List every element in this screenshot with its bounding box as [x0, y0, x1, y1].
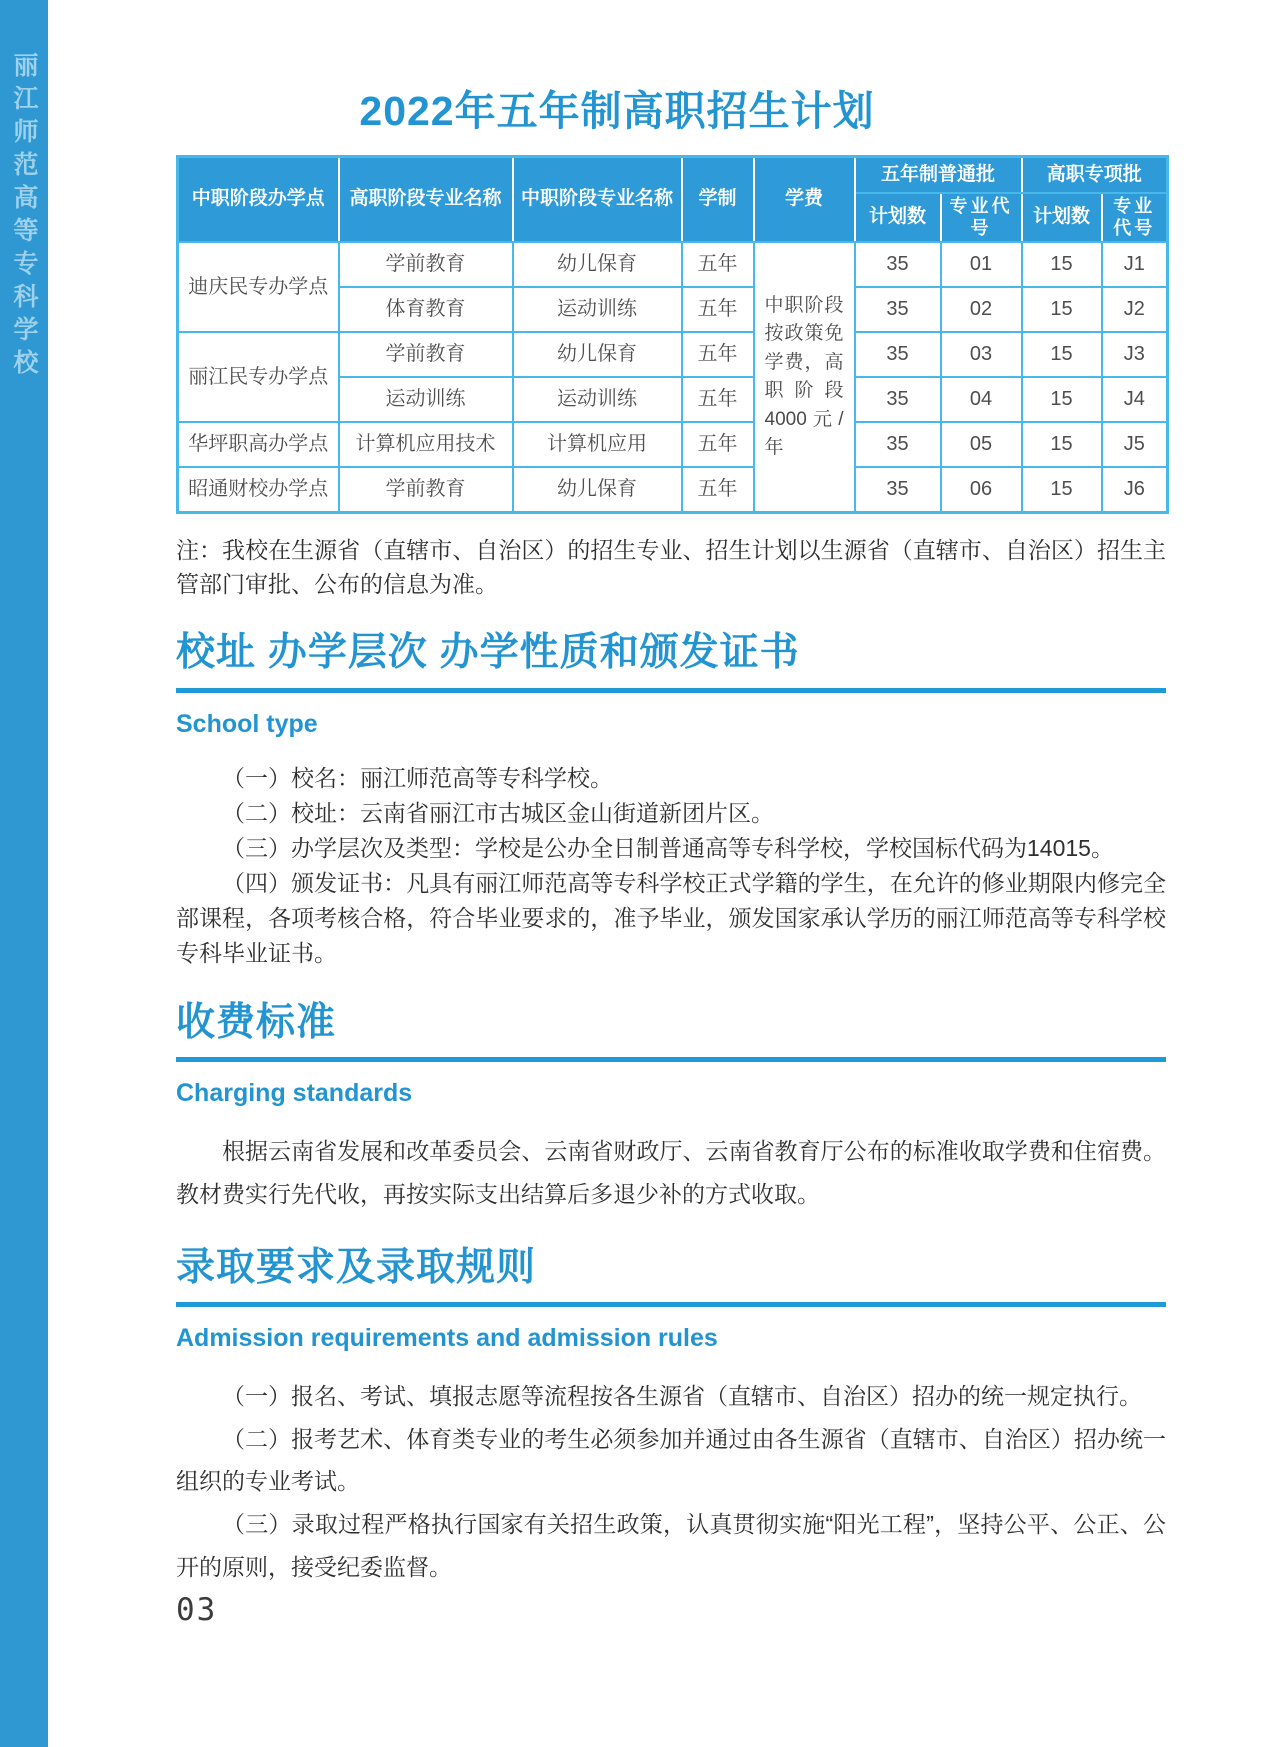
- cell-major-code-special: J6: [1102, 467, 1168, 513]
- cell-duration: 五年: [682, 467, 754, 513]
- col-header-plan-count-special: 计划数: [1022, 193, 1102, 242]
- table-row: [178, 332, 1168, 377]
- page-number: 03: [176, 1592, 218, 1628]
- section-charging-standards: [176, 1001, 1166, 1216]
- cell-plan-count-special: 15: [1022, 377, 1102, 422]
- section-subheading-charging: Charging standards: [176, 1079, 413, 1108]
- list-item: （二）校址：云南省丽江市古城区金山街道新团片区。: [222, 799, 774, 826]
- cell-major-code-special: J2: [1102, 287, 1168, 332]
- admission-plan-table: [176, 155, 1169, 514]
- cell-duration: 五年: [682, 377, 754, 422]
- group-header-regular-batch: 五年制普通批: [855, 157, 1022, 194]
- section-divider: [176, 1302, 1166, 1307]
- col-header-zz-major: 中职阶段专业名称: [513, 157, 682, 243]
- cell-site: 昭通财校办学点: [178, 467, 339, 513]
- section-divider: [176, 688, 1166, 693]
- cell-duration: 五年: [682, 242, 754, 287]
- cell-duration: 五年: [682, 287, 754, 332]
- cell-zz-major: 运动训练: [513, 377, 682, 422]
- section-school-type: [176, 631, 1166, 971]
- section-heading-admission: 录取要求及录取规则: [176, 1245, 537, 1289]
- cell-plan-count-regular: 35: [855, 467, 941, 513]
- group-header-special-batch: 高职专项批: [1022, 157, 1168, 194]
- cell-site: 丽江民专办学点: [178, 332, 339, 422]
- cell-gz-major: 学前教育: [339, 332, 513, 377]
- cell-major-code-special: J3: [1102, 332, 1168, 377]
- cell-major-code-special: J4: [1102, 377, 1168, 422]
- col-header-duration: 学制: [682, 157, 754, 243]
- cell-site: 迪庆民专办学点: [178, 242, 339, 332]
- list-item: （三）录取过程严格执行国家有关招生政策，认真贯彻实施“阳光工程”，坚持公平、公正、公开的原则，接受纪委监督。: [176, 1511, 1166, 1580]
- section-body: [176, 1375, 1166, 1588]
- plan-note: 注：我校在生源省（直辖市、自治区）的招生专业、招生计划以生源省（直辖市、自治区）招生主管部门审批、公布的信息为准。: [176, 537, 1166, 597]
- cell-major-code-regular: 02: [941, 287, 1022, 332]
- col-header-tuition: 学费: [754, 157, 855, 243]
- section-heading-charging: 收费标准: [176, 1000, 337, 1044]
- col-header-site: 中职阶段办学点: [178, 157, 339, 243]
- paragraph: 根据云南省发展和改革委员会、云南省财政厅、云南省教育厅公布的标准收取学费和住宿费。教材费实行先代收，再按实际支出结算后多退少补的方式收取。: [176, 1138, 1166, 1207]
- section-admission-rules: [176, 1246, 1166, 1589]
- list-item: （一）校名：丽江师范高等专科学校。: [222, 764, 613, 791]
- cell-gz-major: 体育教育: [339, 287, 513, 332]
- cell-plan-count-regular: 35: [855, 332, 941, 377]
- col-header-gz-major: 高职阶段专业名称: [339, 157, 513, 243]
- cell-major-code-regular: 06: [941, 467, 1022, 513]
- cell-zz-major: 幼儿保育: [513, 332, 682, 377]
- list-item: （四）颁发证书：凡具有丽江师范高等专科学校正式学籍的学生，在允许的修业期限内修完全部课程，各项考核合格，符合毕业要求的，准予毕业，颁发国家承认学历的丽江师范高等专科学校专科毕业证书。: [176, 869, 1166, 966]
- cell-gz-major: 计算机应用技术: [339, 422, 513, 467]
- cell-gz-major: 运动训练: [339, 377, 513, 422]
- table-row: [178, 242, 1168, 287]
- cell-gz-major: 学前教育: [339, 242, 513, 287]
- cell-zz-major: 运动训练: [513, 287, 682, 332]
- cell-duration: 五年: [682, 422, 754, 467]
- section-subheading-admission: Admission requirements and admission rules: [176, 1324, 718, 1353]
- cell-major-code-special: J5: [1102, 422, 1168, 467]
- sidebar-school-name: 丽江师范高等专科学校: [10, 52, 38, 382]
- cell-major-code-regular: 05: [941, 422, 1022, 467]
- cell-zz-major: 幼儿保育: [513, 242, 682, 287]
- cell-major-code-regular: 03: [941, 332, 1022, 377]
- section-body: [176, 761, 1166, 971]
- sidebar: [0, 0, 48, 1747]
- cell-plan-count-regular: 35: [855, 287, 941, 332]
- cell-major-code-special: J1: [1102, 242, 1168, 287]
- page-title: 2022年五年制高职招生计划: [359, 88, 875, 134]
- list-item: （三）办学层次及类型：学校是公办全日制普通高等专科学校，学校国标代码为14015。: [222, 834, 1114, 861]
- table-row: [178, 467, 1168, 513]
- cell-plan-count-special: 15: [1022, 467, 1102, 513]
- section-body: [176, 1130, 1166, 1215]
- table-row: [178, 422, 1168, 467]
- cell-plan-count-regular: 35: [855, 242, 941, 287]
- cell-plan-count-special: 15: [1022, 422, 1102, 467]
- col-header-major-code-special: 专业代号: [1102, 193, 1168, 242]
- cell-major-code-regular: 01: [941, 242, 1022, 287]
- col-header-major-code-regular: 专业代号: [941, 193, 1022, 242]
- cell-gz-major: 学前教育: [339, 467, 513, 513]
- section-divider: [176, 1057, 1166, 1062]
- content: [176, 0, 1166, 1588]
- list-item: （二）报考艺术、体育类专业的考生必须参加并通过由各生源省（直辖市、自治区）招办统一组织的专业考试。: [176, 1425, 1166, 1495]
- list-item: （一）报名、考试、填报志愿等流程按各生源省（直辖市、自治区）招办的统一规定执行。: [222, 1383, 1142, 1410]
- table-header-group-row: [178, 157, 1168, 194]
- cell-site: 华坪职高办学点: [178, 422, 339, 467]
- cell-zz-major: 计算机应用: [513, 422, 682, 467]
- cell-plan-count-special: 15: [1022, 242, 1102, 287]
- col-header-plan-count-regular: 计划数: [855, 193, 941, 242]
- cell-zz-major: 幼儿保育: [513, 467, 682, 513]
- cell-plan-count-special: 15: [1022, 332, 1102, 377]
- cell-plan-count-regular: 35: [855, 377, 941, 422]
- cell-duration: 五年: [682, 332, 754, 377]
- cell-plan-count-regular: 35: [855, 422, 941, 467]
- cell-major-code-regular: 04: [941, 377, 1022, 422]
- section-heading-school-type: 校址 办学层次 办学性质和颁发证书: [176, 631, 800, 675]
- section-subheading-school-type: School type: [176, 709, 318, 738]
- cell-tuition: 中职阶段按政策免学费，高职阶段4000元/年: [754, 242, 855, 513]
- cell-plan-count-special: 15: [1022, 287, 1102, 332]
